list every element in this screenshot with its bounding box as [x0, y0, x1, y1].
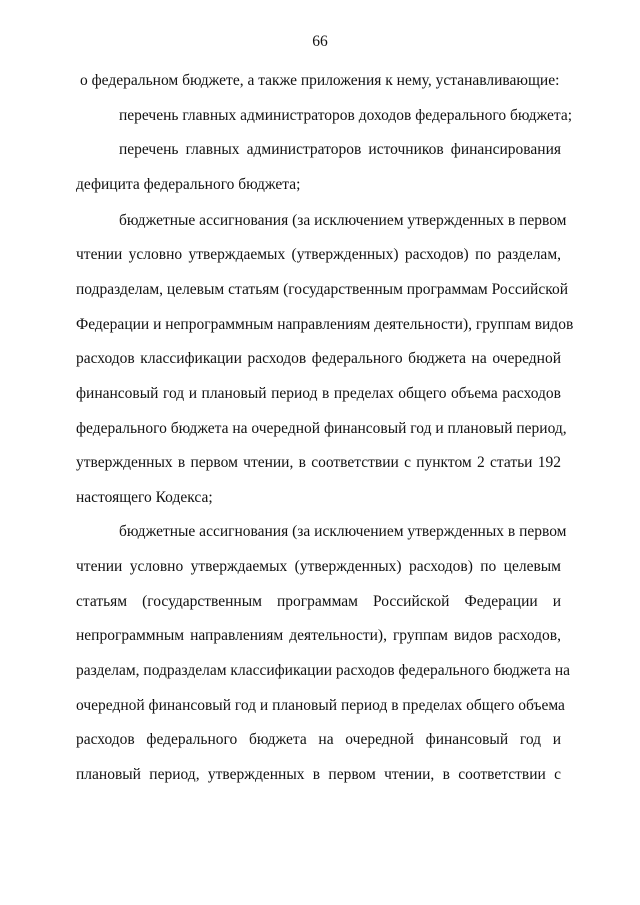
text-line: перечень главных администраторов источников финансирования	[119, 141, 561, 158]
text-line: непрограммным направлениям деятельности), группам видов расходов,	[76, 627, 561, 644]
text-line: чтении условно утверждаемых (утвержденных) расходов) по целевым	[76, 558, 561, 575]
text-line: о федеральном бюджете, а также приложения к нему, устанавливающие:	[80, 72, 560, 89]
text-line: чтении условно утверждаемых (утвержденных) расходов) по разделам,	[76, 246, 561, 263]
text-line: расходов федерального бюджета на очередной финансовый год и	[76, 731, 561, 748]
text-line: плановый период, утвержденных в первом чтении, в соответствии с	[76, 766, 561, 783]
text-line: бюджетные ассигнования (за исключением утвержденных в первом	[119, 523, 567, 540]
text-line: разделам, подразделам классификации расходов федерального бюджета на	[76, 662, 571, 679]
text-line: перечень главных администраторов доходов федерального бюджета;	[119, 107, 573, 124]
text-line: Федерации и непрограммным направлениям деятельности), группам видов	[76, 316, 574, 333]
text-line: очередной финансовый год и плановый период в пределах общего объема	[76, 697, 565, 714]
text-line: статьям (государственным программам Российской Федерации и	[76, 593, 561, 610]
text-line: утвержденных в первом чтении, в соответствии с пунктом 2 статьи 192	[76, 454, 561, 471]
text-line: дефицита федерального бюджета;	[76, 176, 301, 193]
text-line: бюджетные ассигнования (за исключением утвержденных в первом	[119, 212, 567, 229]
text-line: подразделам, целевым статьям (государственным программам Российской	[76, 281, 569, 298]
text-line: расходов классификации расходов федерального бюджета на очередной	[76, 350, 561, 367]
page-number: 66	[312, 33, 328, 50]
text-line: финансовый год и плановый период в пределах общего объема расходов	[76, 385, 561, 402]
text-line: федерального бюджета на очередной финансовый год и плановый период,	[76, 420, 567, 437]
text-line: настоящего Кодекса;	[76, 489, 213, 506]
